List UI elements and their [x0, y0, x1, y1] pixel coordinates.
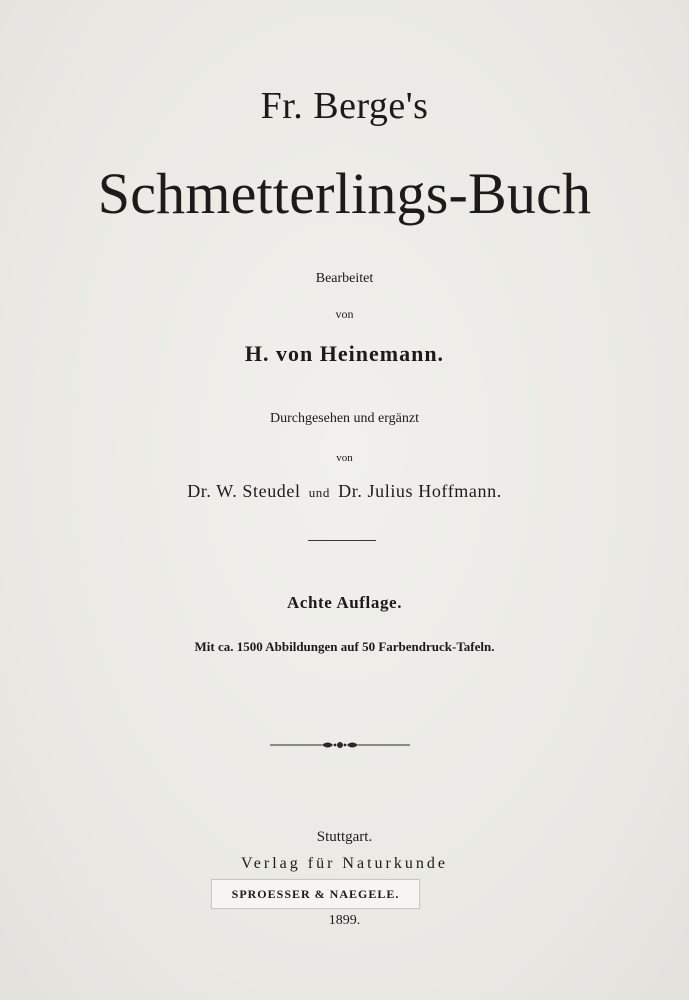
editor-name: H. von Heinemann.	[244, 341, 445, 366]
edition-text: Achte Auflage.	[286, 593, 403, 612]
editor-steudel: Dr. W. Steudel	[187, 481, 301, 501]
revised-text: Durchgesehen und ergänzt	[269, 411, 420, 426]
publisher-name: Verlag für Naturkunde	[241, 855, 448, 872]
book-title: Schmetterlings-Buch	[97, 161, 592, 226]
imprint-year: 1899.	[328, 913, 361, 928]
von-text-2: von	[336, 452, 353, 464]
author-line: Fr. Berge's	[260, 85, 429, 127]
revising-editors	[0, 481, 689, 502]
fleuron-rule-icon	[270, 738, 410, 752]
editor-hoffmann: Dr. Julius Hoffmann.	[338, 481, 502, 501]
bearbeitet-text: Bearbeitet	[315, 271, 374, 286]
divider-rule	[308, 540, 376, 541]
imprint-city: Stuttgart.	[316, 829, 373, 845]
und-text: und	[308, 485, 331, 500]
publisher-label-sticker: SPROESSER & NAEGELE.	[211, 879, 420, 909]
von-text: von	[335, 307, 354, 321]
illustrations-text: Mit ca. 1500 Abbildungen auf 50 Farbendruck-Tafeln.	[194, 639, 495, 654]
